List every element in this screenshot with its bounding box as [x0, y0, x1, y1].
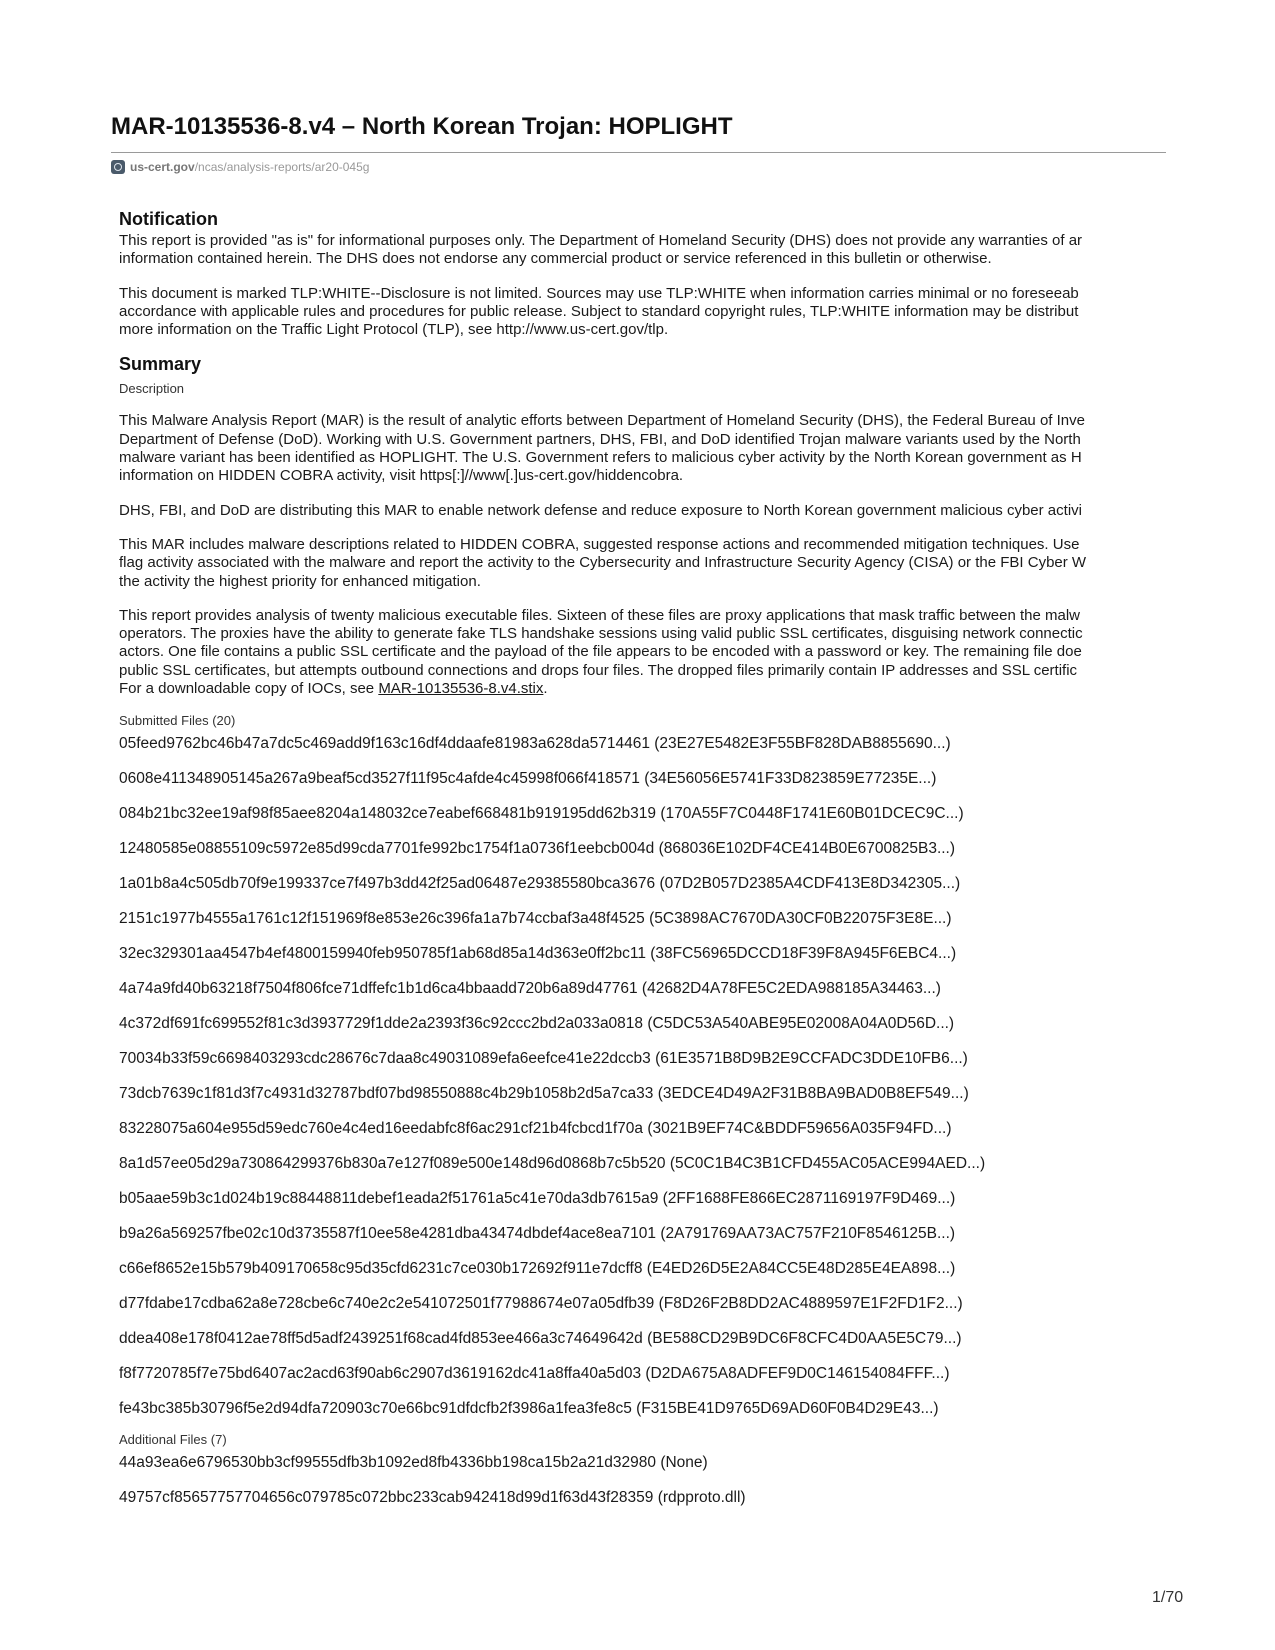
url-path: /ncas/analysis-reports/ar20-045g — [194, 160, 370, 174]
seal-icon — [111, 160, 125, 174]
summary-paragraph: the activity the highest priority for enhanced mitigation. — [119, 572, 481, 590]
file-hash-entry: 32ec329301aa4547b4ef4800159940feb950785f1ab68d85a14d363e0ff2bc11 (38FC56965DCCD18F39F8A945F6EBC4...) — [119, 945, 957, 963]
notification-text: This report is provided "as is" for informational purposes only. The Department of Homeland Security (DHS) does not provide any warranties of ar — [119, 232, 1083, 249]
file-hash-entry: b05aae59b3c1d024b19c88448811debef1eada2f51761a5c41e70da3db7615a9 (2FF1688FE866EC2871169197F9D469...) — [119, 1190, 956, 1208]
report-content — [119, 206, 1181, 1523]
summary-paragraph: malware variant has been identified as HOPLIGHT. The U.S. Government refers to malicious cyber activity by the North Korean government as H — [119, 449, 1082, 467]
file-hash-entry: fe43bc385b30796f5e2d94dfa720903c70e66bc91dfdcfb2f3986a1fea3fe8c5 (F315BE41D9765D69AD60F0B4D29E43...) — [119, 1400, 939, 1418]
title-divider — [111, 152, 1166, 153]
tlp-text: accordance with applicable rules and procedures for public release. Subject to standard copyright rules, TLP:WHITE information may be distribut — [119, 302, 1079, 320]
summary-heading: Summary — [119, 354, 202, 375]
file-hash-entry: 05feed9762bc46b47a7dc5c469add9f163c16df4ddaafe81983a628da5714461 (23E27E5482E3F55BF828DAB8855690...) — [119, 735, 951, 753]
submitted-files-label: Submitted Files (20) — [119, 713, 236, 729]
ioc-prefix: For a downloadable copy of IOCs, see — [119, 680, 379, 698]
file-hash-entry: d77fdabe17cdba62a8e728cbe6c740e2c2e541072501f77988674e07a05dfb39 (F8D26F2B8DD2AC4889597E1F2FD1F2...) — [119, 1295, 963, 1313]
file-hash-entry: 8a1d57ee05d29a730864299376b830a7e127f089e500e148d96d0868b7c5b520 (5C0C1B4C3B1CFD455AC05ACE994AED...) — [119, 1155, 986, 1173]
summary-paragraph — [119, 680, 1181, 698]
file-hash-entry: 49757cf85657757704656c079785c072bbc233cab942418d99d1f63d43f28359 (rdpproto.dll) — [119, 1489, 746, 1507]
file-hash-entry: 4a74a9fd40b63218f7504f806fce71dffefc1b1d6ca4bbaadd720b6a89d47761 (42682D4A78FE5C2EDA988185A34463...) — [119, 980, 941, 998]
url-domain: us-cert.gov — [130, 160, 195, 174]
file-hash-entry: f8f7720785f7e75bd6407ac2acd63f90ab6c2907d3619162dc41a8ffa40a5d03 (D2DA675A8ADFEF9D0C146154084FFF...) — [119, 1365, 950, 1383]
additional-files-label: Additional Files (7) — [119, 1432, 227, 1448]
tlp-text: This document is marked TLP:WHITE--Disclosure is not limited. Sources may use TLP:WHITE when information carries minimal or no foreseeab — [119, 284, 1079, 302]
file-hash-entry: 1a01b8a4c505db70f9e199337ce7f497b3dd42f25ad06487e29385580bca3676 (07D2B057D2385A4CDF413E8D342305...) — [119, 875, 961, 893]
file-hash-entry: 2151c1977b4555a1761c12f151969f8e853e26c396fa1a7b74ccbaf3a48f4525 (5C3898AC7670DA30CF0B22075F3E8E...) — [119, 910, 952, 928]
summary-paragraph: This Malware Analysis Report (MAR) is the result of analytic efforts between Department of Homeland Security (DHS), the Federal Bureau of Inve — [119, 412, 1085, 430]
tlp-text: more information on the Traffic Light Protocol (TLP), see http://www.us-cert.gov/tlp. — [119, 321, 669, 339]
summary-paragraph: actors. One file contains a public SSL certificate and the payload of the file appears to be encoded with a password or key. The remaining file doe — [119, 643, 1082, 661]
file-hash-entry: 084b21bc32ee19af98f85aee8204a148032ce7eabef668481b919195dd62b319 (170A55F7C0448F1741E60B01DCEC9C...) — [119, 805, 964, 823]
file-hash-entry: 0608e411348905145a267a9beaf5cd3527f11f95c4afde4c45998f066f418571 (34E56056E5741F33D823859E77235E...) — [119, 770, 937, 788]
page-number: 1/70 — [1152, 1589, 1184, 1606]
file-hash-entry: 12480585e08855109c5972e85d99cda7701fe992bc1754f1a0736f1eebcb004d (868036E102DF4CE414B0E6700825B3...) — [119, 840, 956, 858]
summary-paragraph: information on HIDDEN COBRA activity, visit https[:]//www[.]us-cert.gov/hiddencobra. — [119, 467, 684, 485]
file-hash-entry: 83228075a604e955d59edc760e4c4ed16eedabfc8f6ac291cf21b4fcbcd1f70a (3021B9EF74C&BDDF59656A035F94FD...) — [119, 1120, 952, 1138]
additional-files-list — [119, 1453, 1181, 1523]
summary-paragraph: This report provides analysis of twenty malicious executable files. Sixteen of these files are proxy applications that mask traffic between the malw — [119, 606, 1081, 624]
description-label: Description — [119, 381, 185, 397]
file-hash-entry: ddea408e178f0412ae78ff5d5adf2439251f68cad4fd853ee466a3c74649642d (BE588CD29B9DC6F8CFC4D0AA5E5C79...) — [119, 1330, 962, 1348]
file-hash-entry: c66ef8652e15b579b409170658c95d35cfd6231c7ce030b172692f911e7dcff8 (E4ED26D5E2A84CC5E48D285E4EA898...) — [119, 1260, 956, 1278]
file-hash-entry: 73dcb7639c1f81d3f7c4931d32787bdf07bd98550888c4b29b1058b2d5a7ca33 (3EDCE4D49A2F31B8BA9BAD0B8EF549...) — [119, 1085, 969, 1103]
notification-text: information contained herein. The DHS does not endorse any commercial product or service referenced in this bulletin or otherwise. — [119, 250, 992, 268]
source-url[interactable] — [111, 159, 369, 175]
ioc-suffix: . — [543, 680, 548, 698]
summary-paragraph: Department of Defense (DoD). Working with U.S. Government partners, DHS, FBI, and DoD identified Trojan malware variants used by the North — [119, 430, 1081, 448]
file-hash-entry: 4c372df691fc699552f81c3d3937729f1dde2a2393f36c92ccc2bd2a033a0818 (C5DC53A540ABE95E02008A04A0D56D...) — [119, 1015, 955, 1033]
summary-paragraph: This MAR includes malware descriptions related to HIDDEN COBRA, suggested response actions and recommended mitigation techniques. Use — [119, 535, 1080, 553]
file-hash-entry: 44a93ea6e6796530bb3cf99555dfb3b1092ed8fb4336bb198ca15b2a21d32980 (None) — [119, 1454, 708, 1472]
summary-paragraph: flag activity associated with the malware and report the activity to the Cybersecurity and Infrastructure Security Agency (CISA) or the FBI Cyber W — [119, 554, 1087, 572]
page-title: MAR-10135536-8.v4 – North Korean Trojan: HOPLIGHT — [111, 113, 733, 140]
summary-paragraph: public SSL certificates, but attempts outbound connections and drops four files. The dropped files primarily contain IP addresses and SSL certific — [119, 661, 1078, 679]
file-hash-entry: b9a26a569257fbe02c10d3735587f10ee58e4281dba43474dbdef4ace8ea7101 (2A791769AA73AC757F210F8546125B...) — [119, 1225, 956, 1243]
summary-paragraph: DHS, FBI, and DoD are distributing this MAR to enable network defense and reduce exposure to North Korean government malicious cyber activi — [119, 501, 1082, 519]
notification-heading: Notification — [119, 209, 218, 229]
submitted-files-list — [119, 734, 1181, 1434]
summary-paragraph: operators. The proxies have the ability to generate fake TLS handshake sessions using valid public SSL certificates, disguising network connectic — [119, 625, 1083, 643]
stix-download-link[interactable]: MAR-10135536-8.v4.stix — [378, 680, 544, 698]
file-hash-entry: 70034b33f59c6698403293cdc28676c7daa8c49031089efa6eefce41e22dccb3 (61E3571B8D9B2E9CCFADC3DDE10FB6...) — [119, 1050, 968, 1068]
